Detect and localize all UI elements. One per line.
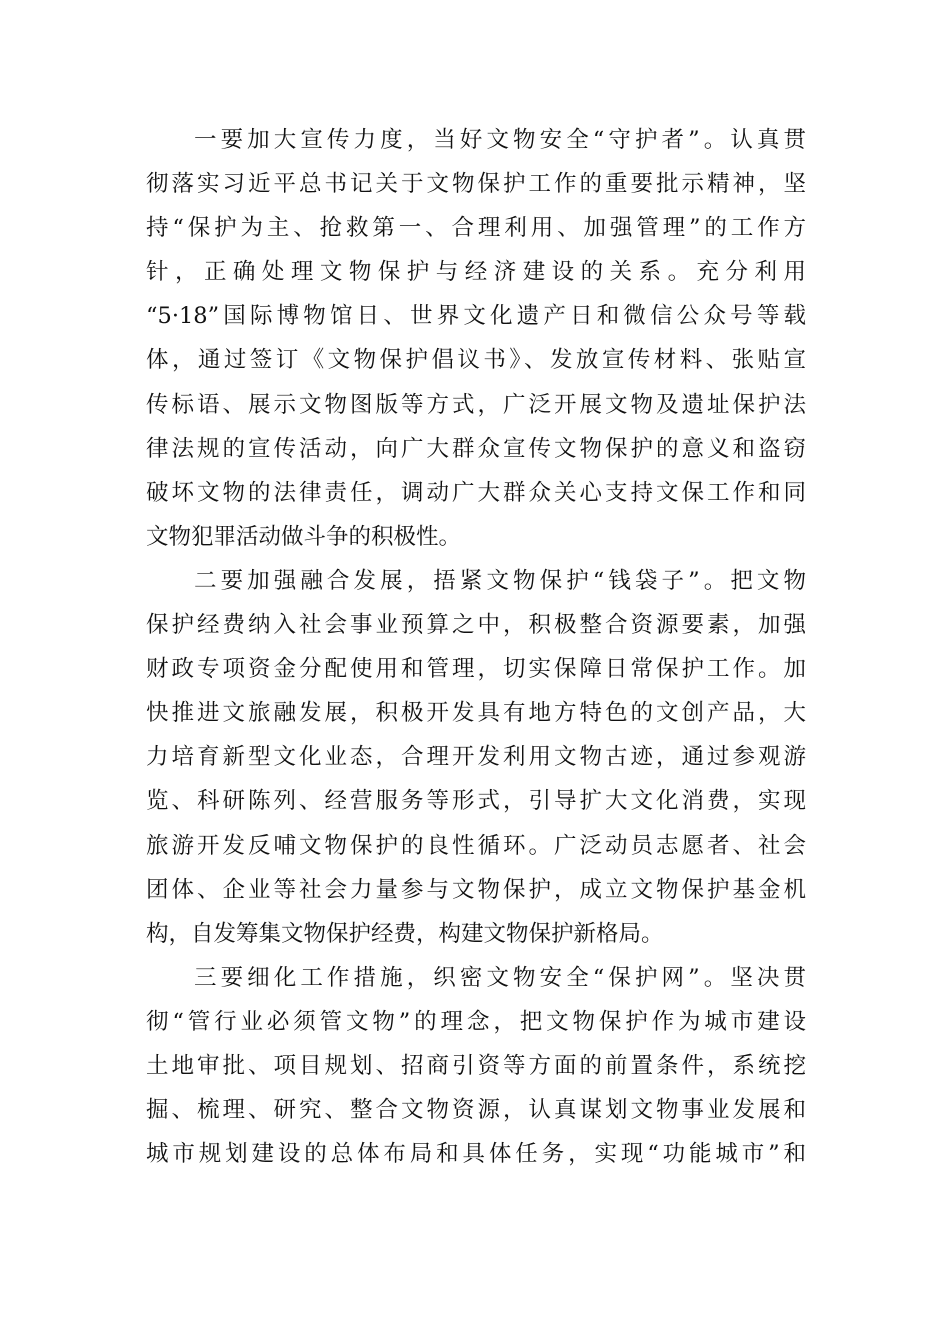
text-line: 破坏文物的法律责任，调动广大群众关心支持文保工作和同: [146, 479, 806, 506]
text-line: 保护经费纳入社会事业预算之中，积极整合资源要素，加强: [146, 612, 806, 639]
text-line: 针，正确处理文物保护与经济建设的关系。充分利用: [146, 259, 806, 286]
text-line: 传标语、展示文物图版等方式，广泛开展文物及遗址保护法: [146, 391, 806, 418]
text-line: 土地审批、项目规划、招商引资等方面的前置条件，系统挖: [146, 1052, 806, 1079]
paragraph-1: [146, 118, 806, 559]
text-line: 览、科研陈列、经营服务等形式，引导扩大文化消费，实现: [146, 788, 806, 815]
text-line: 快推进文旅融发展，积极开发具有地方特色的文创产品，大: [146, 700, 806, 727]
text-line: 旅游开发反哺文物保护的良性循环。广泛动员志愿者、社会: [146, 832, 806, 859]
text-line: 体，通过签订《文物保护倡议书》、发放宣传材料、张贴宣: [146, 347, 806, 374]
text-line: 文物犯罪活动做斗争的积极性。: [146, 523, 462, 550]
text-line: 二要加强融合发展，捂紧文物保护“钱袋子”。把文物: [194, 567, 806, 594]
paragraph-2: [146, 559, 806, 956]
text-line: 构，自发筹集文物保护经费，构建文物保护新格局。: [146, 920, 664, 947]
text-line: 掘、梳理、研究、整合文物资源，认真谋划文物事业发展和: [146, 1097, 806, 1124]
text-line: 持“保护为主、抢救第一、合理利用、加强管理”的工作方: [146, 215, 806, 242]
text-line: 城市规划建设的总体布局和具体任务，实现“功能城市”和: [146, 1141, 806, 1168]
text-line: 彻“管行业必须管文物”的理念，把文物保护作为城市建设: [146, 1008, 806, 1035]
text-line: 彻落实习近平总书记关于文物保护工作的重要批示精神，坚: [146, 171, 806, 198]
text-line: 一要加大宣传力度，当好文物安全“守护者”。认真贯: [194, 127, 806, 153]
text-line: 律法规的宣传活动，向广大群众宣传文物保护的意义和盗窃: [146, 435, 806, 462]
text-line: 团体、企业等社会力量参与文物保护，成立文物保护基金机: [146, 876, 806, 903]
text-line: 财政专项资金分配使用和管理，切实保障日常保护工作。加: [146, 656, 806, 683]
text-line: 三要细化工作措施，织密文物安全“保护网”。坚决贯: [194, 964, 806, 991]
text-line: 力培育新型文化业态，合理开发利用文物古迹，通过参观游: [146, 744, 806, 771]
paragraph-3: [146, 956, 806, 1176]
text-line: “5·18”国际博物馆日、世界文化遗产日和微信公众号等载: [146, 303, 806, 330]
document-body: [146, 118, 806, 1176]
